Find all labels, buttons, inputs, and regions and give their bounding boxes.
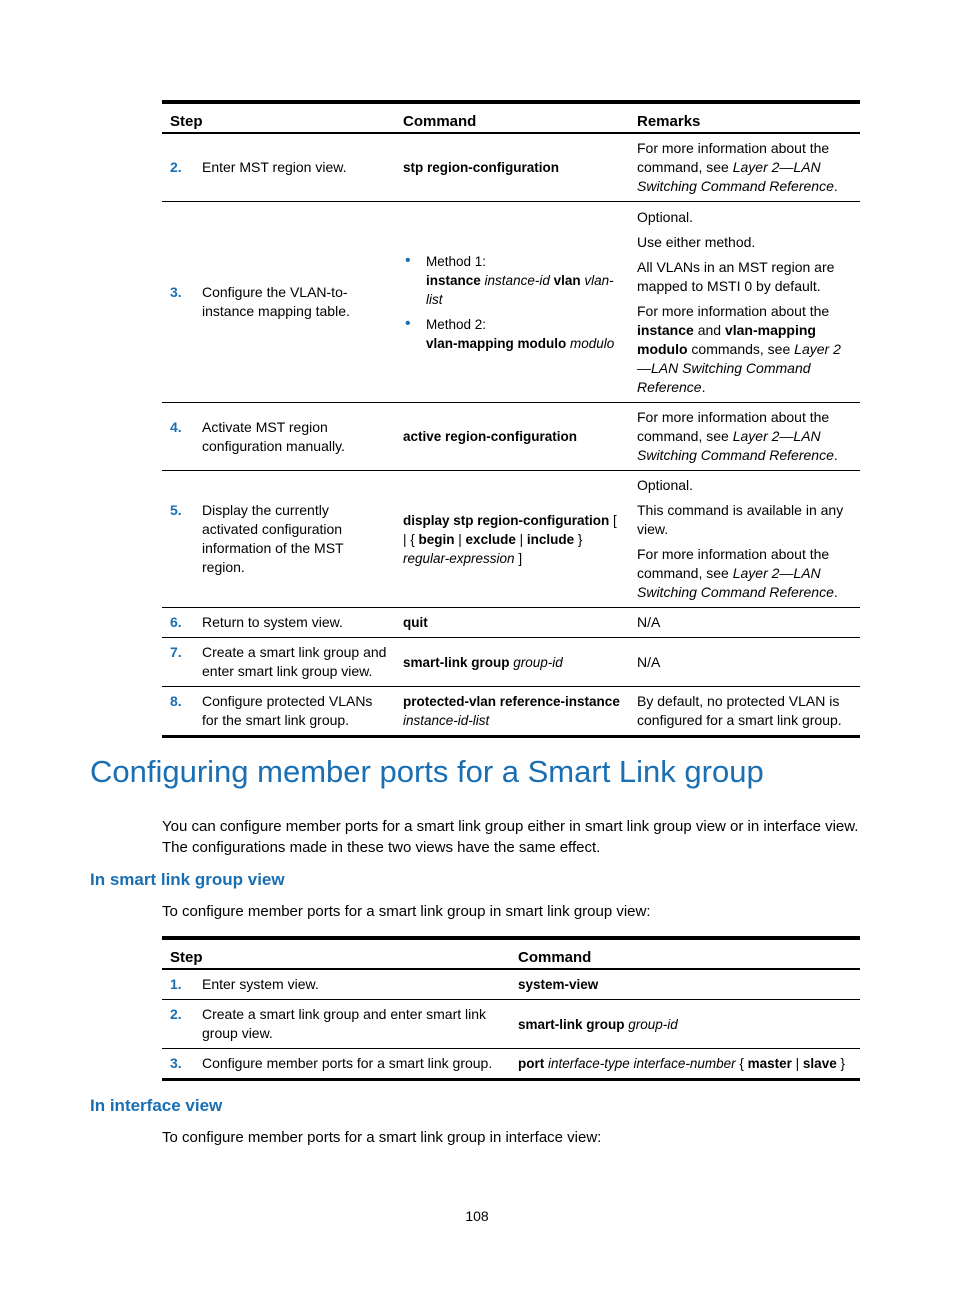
command-cell [395, 638, 629, 687]
header-step: Step [170, 949, 203, 966]
command-text: smart-link group [403, 654, 510, 670]
remarks-cell [629, 687, 860, 737]
command-cell [395, 608, 629, 638]
command-text: include [526, 531, 575, 547]
remarks-cell [629, 403, 860, 471]
remark-paragraph [637, 258, 852, 296]
remark-text: . [833, 178, 838, 194]
command-text: display stp region-configuration [403, 512, 610, 528]
step-cell [162, 202, 395, 403]
method-item [403, 315, 621, 353]
remarks-cell [629, 471, 860, 608]
command-text: { [735, 1056, 748, 1071]
step-number: 1. [170, 976, 182, 992]
remark-paragraph [637, 302, 852, 397]
step-text: Enter MST region view. [202, 159, 347, 175]
remark-text: Layer 2—LAN Switching Command Reference [637, 159, 834, 194]
command-text: [ | { [403, 512, 617, 547]
command-text: | [791, 1056, 803, 1071]
remark-text: Optional. [637, 208, 694, 225]
command-text: instance-id-list [403, 713, 490, 728]
step-number: 6. [170, 614, 182, 630]
method-command [426, 334, 621, 353]
step-text: Create a smart link group and enter smart link group view. [202, 1006, 487, 1041]
remark-text: Layer 2—LAN Switching Command Reference [637, 565, 834, 600]
command-text: quit [403, 615, 428, 630]
header-step: Step [170, 113, 203, 130]
step-cell [162, 969, 510, 1000]
subsection-title-interface-view: In interface view [90, 1096, 223, 1115]
command-cell [510, 1000, 860, 1049]
remark-text: N/A [637, 614, 661, 630]
table-row [162, 403, 860, 471]
header-command: Command [403, 113, 477, 130]
remarks-cell [629, 638, 860, 687]
table-header-row [162, 102, 860, 133]
page-number: 108 [465, 1208, 489, 1224]
step-number: 3. [170, 1055, 182, 1071]
command-cell [510, 969, 860, 1000]
command-text: smart-link group [518, 1016, 625, 1032]
command-cell [395, 133, 629, 202]
remark-text: Use either method. [637, 233, 756, 250]
table-row [162, 471, 860, 608]
remark-text: vlan-mapping modulo [637, 321, 816, 357]
step-text: Configure protected VLANs for the smart link group. [202, 693, 373, 728]
remark-paragraph [637, 408, 852, 465]
step-text: Display the currently activated configuration information of the MST region. [202, 502, 344, 575]
command-text: | [454, 531, 466, 547]
command-text: ] [514, 550, 523, 566]
remark-paragraph [637, 501, 852, 539]
remark-text: and [693, 321, 725, 338]
subsection-intro-interface-view: To configure member ports for a smart link group in interface view: [162, 1129, 602, 1146]
table-row [162, 133, 860, 202]
remark-text: N/A [637, 653, 661, 670]
command-cell [395, 687, 629, 737]
steps-table-mst [162, 100, 860, 738]
step-cell [162, 687, 395, 737]
command-cell [510, 1049, 860, 1080]
remark-paragraph [637, 545, 852, 602]
command-text: vlan-mapping modulo [426, 335, 567, 351]
step-number: 2. [170, 159, 182, 175]
remark-text: For more information about the command, see [637, 409, 830, 444]
step-number: 4. [170, 418, 182, 435]
method-command [426, 271, 621, 309]
command-text: port [518, 1056, 545, 1071]
method-label: • Method 1: [426, 253, 487, 269]
table-header-row [162, 938, 860, 969]
remark-paragraph [637, 692, 852, 730]
command-text: exclude [465, 531, 516, 547]
table-row [162, 687, 860, 737]
command-text: regular-expression [403, 550, 515, 566]
step-number: 2. [170, 1006, 182, 1022]
remark-paragraph [637, 613, 852, 632]
method-item [403, 252, 621, 309]
remark-paragraph [637, 208, 852, 227]
table-row [162, 608, 860, 638]
step-text: Create a smart link group and enter smart link group view. [202, 644, 387, 679]
remarks-cell [629, 202, 860, 403]
table-row [162, 202, 860, 403]
command-text: } [836, 1056, 845, 1071]
table-row [162, 969, 860, 1000]
command-text: active region-configuration [403, 429, 578, 444]
remark-text: All VLANs in an MST region are mapped to MSTI 0 by default. [637, 258, 835, 294]
command-text: slave [802, 1056, 837, 1071]
step-cell [162, 1000, 510, 1049]
step-text: Configure the VLAN-to-instance mapping table. [202, 284, 350, 319]
step-text: Return to system view. [202, 614, 343, 630]
command-text: group-id [628, 1016, 678, 1032]
command-text: protected-vlan reference-instance [403, 694, 620, 709]
table-row [162, 1000, 860, 1049]
steps-table-member-ports [162, 936, 860, 1081]
command-text: interface-type interface-number [548, 1056, 736, 1071]
command-text: instance [426, 272, 481, 288]
remark-text: This command is available in any view. [637, 502, 844, 537]
remark-paragraph [637, 139, 852, 196]
subsection-title-smart-link-group-view: In smart link group view [90, 870, 285, 889]
subsection-intro-smart-link-group-view: To configure member ports for a smart link group in smart link group view: [162, 903, 651, 920]
step-cell [162, 638, 395, 687]
step-number: 3. [170, 284, 182, 300]
remark-text: Optional. [637, 477, 694, 493]
command-text: instance-id [484, 272, 550, 288]
remark-text: instance [637, 321, 694, 338]
table-row [162, 1049, 860, 1080]
step-cell [162, 608, 395, 638]
remark-text: By default, no protected VLAN is configured for a smart link group. [637, 693, 842, 728]
table-row [162, 638, 860, 687]
step-cell [162, 471, 395, 608]
command-cell [395, 202, 629, 403]
step-number: 5. [170, 502, 182, 518]
remark-paragraph [637, 233, 852, 252]
command-text: begin [418, 531, 455, 547]
header-command: Command [518, 949, 592, 966]
step-cell [162, 403, 395, 471]
remark-text: . [833, 584, 838, 600]
command-text: system-view [518, 977, 599, 992]
remark-text: . [701, 378, 706, 395]
section-intro: You can configure member ports for a smart link group either in smart link group view or in interface view. The configurations made in these two views have the same effect. [162, 818, 859, 856]
step-number: 7. [170, 644, 182, 660]
step-text: Configure member ports for a smart link group. [202, 1055, 493, 1071]
remark-text: For more information about the command, see [637, 140, 830, 175]
command-text: modulo [570, 335, 615, 351]
remarks-cell [629, 608, 860, 638]
command-cell [395, 471, 629, 608]
step-text: Enter system view. [202, 976, 319, 992]
remark-text: Layer 2—LAN Switching Command Reference [637, 428, 834, 463]
section-title: Configuring member ports for a Smart Link group [90, 754, 764, 789]
command-cell [395, 403, 629, 471]
step-cell [162, 1049, 510, 1080]
command-text: vlan [553, 272, 581, 288]
command-text: stp region-configuration [403, 160, 559, 175]
remark-text: For more information about the command, see [637, 546, 830, 581]
remark-paragraph [637, 476, 852, 495]
command-text: | [515, 531, 527, 547]
command-text: vlan-list [426, 272, 614, 307]
step-text: Activate MST region configuration manually. [202, 418, 345, 454]
command-text: group-id [513, 654, 563, 670]
method-label: • Method 2: [426, 316, 487, 332]
header-remarks: Remarks [637, 113, 701, 130]
remark-text: Layer 2—LAN Switching Command Reference [637, 340, 841, 395]
remark-text: commands, see [687, 340, 795, 357]
remark-text: For more information about the [637, 302, 830, 319]
remark-paragraph [637, 653, 852, 672]
remarks-cell [629, 133, 860, 202]
step-number: 8. [170, 693, 182, 709]
step-cell [162, 133, 395, 202]
command-text: } [574, 531, 583, 547]
command-text: master [747, 1056, 792, 1071]
remark-text: . [833, 447, 838, 463]
